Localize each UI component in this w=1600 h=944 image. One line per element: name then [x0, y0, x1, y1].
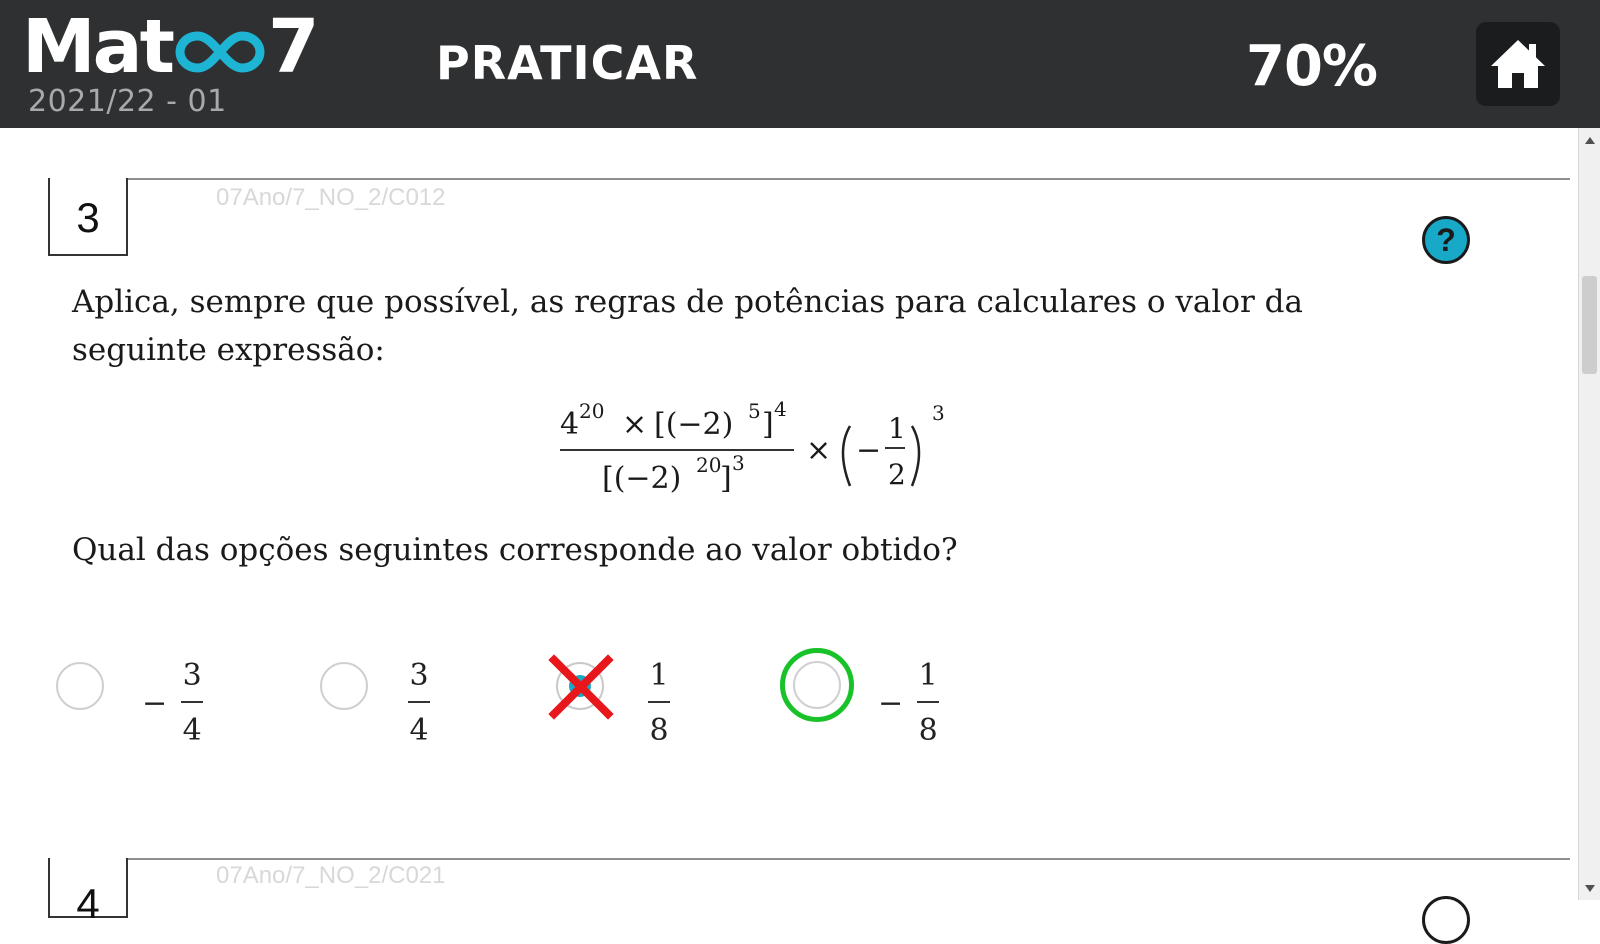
question-code: 07Ano/7_NO_2/C012	[216, 184, 446, 211]
option-b-value	[408, 660, 430, 747]
question-statement: Aplica, sempre que possível, as regras de potências para calculares o valor da seguinte expressão:	[72, 284, 1303, 368]
option-a-denominator: 4	[182, 713, 202, 748]
expr-num-times: ×	[622, 407, 648, 442]
next-question-divider	[48, 858, 1570, 860]
expr-den-outer-exp: 3	[732, 451, 745, 475]
home-button[interactable]	[1476, 22, 1560, 106]
correct-answer-ring-icon	[780, 648, 854, 722]
question-divider	[48, 178, 1570, 180]
option-a-sign: −	[142, 686, 168, 721]
expr-num-bracket: [(−2)	[654, 407, 734, 442]
option-b-numerator: 3	[409, 658, 429, 693]
expr-den-bracket: [(−2)	[602, 461, 682, 496]
logo-text-right: 7	[267, 4, 317, 90]
mode-title: PRATICAR	[436, 36, 699, 90]
next-question-number: 4	[48, 858, 128, 918]
next-question-card	[48, 858, 1570, 927]
expr-den-bracket-close: ]	[720, 461, 732, 496]
expr-paren-exp: 3	[932, 401, 945, 425]
expr-num-bracket-close: ]	[762, 407, 774, 442]
scroll-down-arrow-icon[interactable]	[1579, 880, 1600, 896]
option-b-denominator: 4	[409, 713, 429, 748]
expr-paren-sign: −	[856, 433, 882, 468]
option-a-radio[interactable]	[56, 662, 104, 710]
expr-num-base: 4	[560, 407, 580, 442]
infinity-logo-icon	[174, 20, 266, 78]
app-logo	[22, 2, 317, 90]
option-a-numerator: 3	[182, 658, 202, 693]
scroll-up-arrow-icon[interactable]	[1579, 132, 1600, 148]
option-b-radio[interactable]	[320, 662, 368, 710]
scroll-thumb[interactable]	[1582, 276, 1597, 374]
logo-text-left: Mat	[22, 4, 172, 90]
home-icon	[1488, 36, 1548, 92]
option-c-numerator: 1	[649, 658, 669, 693]
score-percentage: 70%	[1246, 34, 1378, 99]
option-c-denominator: 8	[649, 713, 669, 748]
expr-num-exp: 20	[579, 399, 605, 423]
expr-times: ×	[806, 433, 832, 468]
expr-num-inner-exp: 5	[748, 399, 761, 423]
question-number: 3	[48, 178, 128, 256]
option-c-value	[648, 660, 670, 747]
option-a-value	[142, 660, 203, 747]
next-question-code: 07Ano/7_NO_2/C021	[216, 862, 446, 889]
expr-num-outer-exp: 4	[774, 398, 787, 421]
help-button[interactable]	[1422, 216, 1470, 264]
option-d-sign: −	[878, 686, 904, 721]
next-help-icon[interactable]	[1422, 896, 1470, 944]
option-d-numerator: 1	[918, 658, 938, 693]
school-year-label: 2021/22 - 01	[28, 84, 227, 119]
option-d-denominator: 8	[918, 713, 938, 748]
help-icon: ?	[1436, 221, 1456, 258]
option-d-value	[878, 660, 939, 747]
expr-den-inner-exp: 20	[696, 453, 722, 477]
expr-paren-den: 2	[888, 458, 906, 491]
expr-paren-num: 1	[888, 412, 906, 445]
vertical-scrollbar[interactable]	[1578, 128, 1600, 900]
wrong-answer-x-icon	[548, 654, 614, 720]
app-header	[0, 0, 1600, 128]
question-prompt: Qual das opções seguintes corresponde ao valor obtido?	[72, 532, 958, 568]
math-expression	[560, 398, 980, 498]
